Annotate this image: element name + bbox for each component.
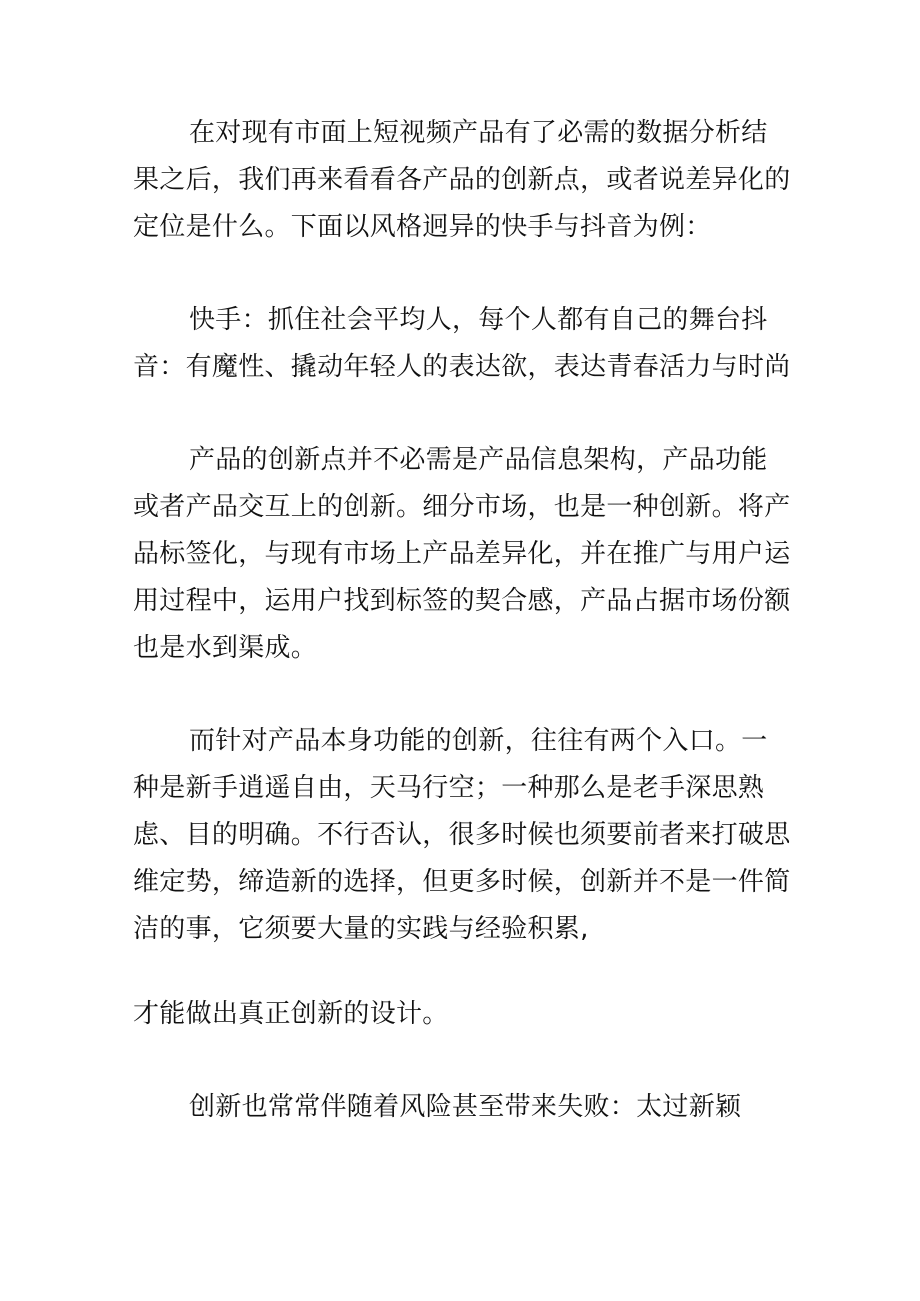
- paragraph-1: 在对现有市面上短视频产品有了必需的数据分析结果之后，我们再来看看各产品的创新点，或者说差异化的定位是什么。下面以风格迥异的快手与抖音为例：: [133, 118, 791, 242]
- paragraph-2: 快手：抓住社会平均人，每个人都有自己的舞台抖音：有魔性、撬动年轻人的表达欲，表达青春活力与时尚: [133, 305, 791, 382]
- paragraph-3: 产品的创新点并不必需是产品信息架构，产品功能或者产品交互上的创新。细分市场，也是一种创新。将产品标签化，与现有市场上产品差异化，并在推广与用户运用过程中，运用户找到标签的契合感，产品占据市场份额也是水到渠成。: [133, 445, 791, 663]
- paragraph-4: 而针对产品本身功能的创新，往往有两个入口。一种是新手逍遥自由，天马行空；一种那么是老手深思熟虑、目的明确。不行否认，很多时候也须要前者来打破思维定势，缔造新的选择，但更多时候，创新并不是一件简洁的事，它须要大量的实践与经验积累,: [133, 726, 791, 944]
- document-body: [133, 110, 793, 1131]
- paragraph-5: 才能做出真正创新的设计。: [133, 999, 449, 1029]
- paragraph-6: 创新也常常伴随着风险甚至带来失败：太过新颖: [189, 1092, 742, 1122]
